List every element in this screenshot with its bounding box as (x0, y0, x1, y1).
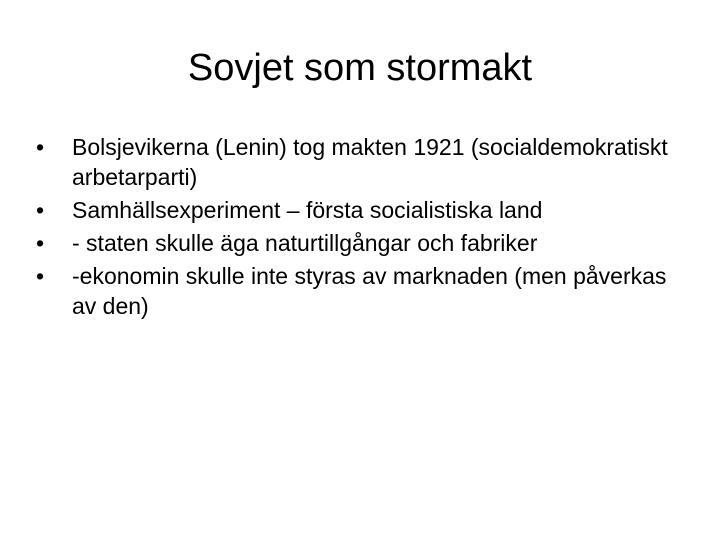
slide-title: Sovjet som stormakt (187, 47, 533, 89)
bullet-item (36, 195, 696, 225)
bullet-dot-icon: • (36, 230, 45, 256)
bullet-item (36, 132, 696, 192)
bullet-dot-icon: • (36, 134, 45, 160)
bullet-list (36, 132, 696, 324)
bullet-text: - staten skulle äga naturtillgångar och fabriker (72, 230, 538, 256)
bullet-dot-icon: • (36, 263, 45, 289)
bullet-text: Samhällsexperiment – första socialistiska land (72, 197, 543, 223)
bullet-item (36, 228, 696, 258)
bullet-dot-icon: • (36, 197, 45, 223)
bullet-text: Bolsjevikerna (Lenin) tog makten 1921 (socialdemokratiskt arbetarparti) (72, 134, 668, 190)
bullet-text: -ekonomin skulle inte styras av marknaden (men påverkas av den) (72, 263, 667, 319)
bullet-item (36, 261, 696, 321)
